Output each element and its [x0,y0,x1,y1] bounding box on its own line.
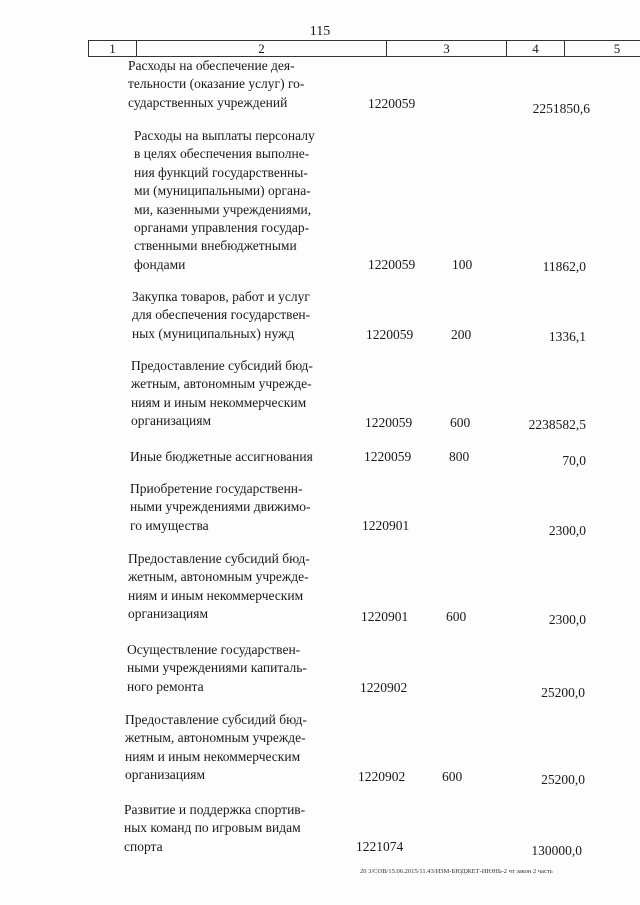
row-amount: 1336,1 [548,329,586,344]
row-amount: 2300,0 [548,523,586,538]
row-amount: 25200,0 [541,685,585,700]
row-kind: 200 [451,327,472,342]
row-amount: 11862,0 [542,259,586,274]
row-description: Предоставление субсидий бюд- жетным, автономным учрежде- ниям и иным некоммерческим организациям [125,712,307,783]
row-code: 1220059 [366,327,414,342]
row-kind: 800 [449,449,470,464]
row-description: Расходы на выплаты персоналу в целях обеспечения выполне- ния функций государственны- ми (муниципальными) органа- ми, казенными учреждениями, органами управления государ- ственными внебюджетными фондами [134,128,315,272]
row-code: 1220059 [368,96,416,111]
row-code: 1220902 [360,680,408,695]
header-col-3: 3 [387,41,507,56]
footer-note: 20 3/СОВ/15.06.2015/11.43/ИЗМ-БЮДЖЕТ-ИЮНЬ-2 чт закон 2 часть [360,868,553,875]
row-code: 1220901 [361,609,409,624]
row-description: Осуществление государствен- ными учреждениями капиталь- ного ремонта [127,642,307,694]
header-col-1: 1 [89,41,137,56]
row-code: 1220059 [365,415,413,430]
row-amount: 2238582,5 [528,417,586,432]
row-amount: 25200,0 [541,772,585,787]
row-description: Предоставление субсидий бюд- жетным, автономным учрежде- ниям и иным некоммерческим организациям [131,358,313,429]
row-description: Предоставление субсидий бюд- жетным, автономным учрежде- ниям и иным некоммерческим организациям [128,551,310,622]
row-description: Расходы на обеспечение дея- тельности (оказание услуг) го- сударственных учреждений [128,58,305,110]
row-code: 1220059 [368,257,416,272]
row-kind: 600 [446,609,467,624]
table-header [88,40,640,57]
row-kind: 600 [450,415,471,430]
row-kind: 100 [452,257,473,272]
row-amount: 2300,0 [548,612,586,627]
header-col-5: 5 [613,41,621,56]
row-description: Закупка товаров, работ и услуг для обеспечения государствен- ных (муниципальных) нужд [132,289,311,341]
row-description: Развитие и поддержка спортив- ных команд по игровым видам спорта [124,802,306,854]
row-code: 1220902 [358,769,406,784]
row-code: 1221074 [356,839,404,854]
row-description: Иные бюджетные ассигнования [130,449,313,464]
row-amount: 130000,0 [531,843,582,858]
header-col-4: 4 [507,41,565,56]
row-code: 1220901 [362,518,410,533]
row-description: Приобретение государственн- ными учреждениями движимо- го имущества [130,481,311,533]
row-amount: 70,0 [562,453,586,468]
page-number: 115 [309,24,331,39]
row-amount: 2251850,6 [532,101,590,116]
row-kind: 600 [442,769,463,784]
header-col-2: 2 [137,41,387,56]
row-code: 1220059 [364,449,412,464]
